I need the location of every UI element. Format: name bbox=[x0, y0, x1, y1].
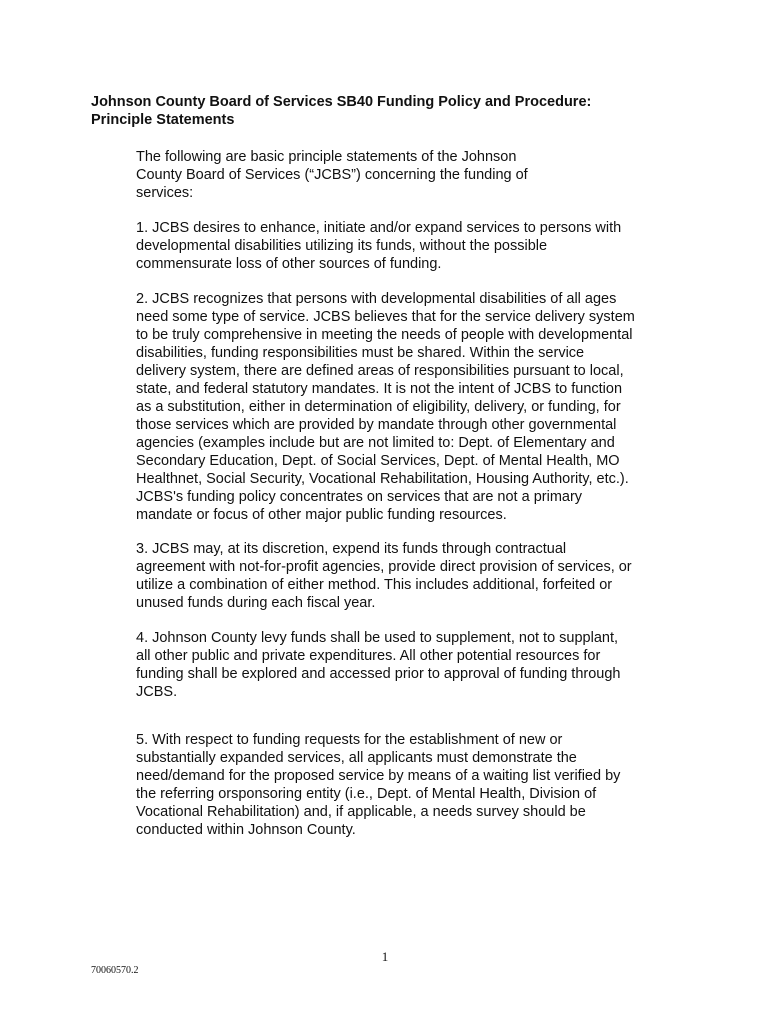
text-line: JCBS. bbox=[136, 684, 178, 700]
text-line: JCBS's funding policy concentrates on services that are not a primary bbox=[136, 489, 583, 505]
text-line: state, and federal statutory mandates. It is not the intent of JCBS to function bbox=[136, 381, 623, 397]
text-line: mandate or focus of other major public funding resources. bbox=[136, 507, 507, 523]
text-line: delivery system, there are defined areas of responsibilities pursuant to local, bbox=[136, 363, 624, 379]
text-line: funding shall be explored and accessed prior to approval of funding through bbox=[136, 666, 621, 682]
text-line: 5. With respect to funding requests for the establishment of new or bbox=[136, 732, 563, 748]
text-line: 1. JCBS desires to enhance, initiate and/or expand services to persons with bbox=[136, 220, 622, 236]
principle-1 bbox=[136, 219, 666, 273]
text-line: developmental disabilities utilizing its funds, without the possible bbox=[136, 238, 548, 254]
text-line: 2. JCBS recognizes that persons with developmental disabilities of all ages bbox=[136, 291, 617, 307]
text-line: to be truly comprehensive in meeting the needs of people with developmental bbox=[136, 327, 633, 343]
text-line: Secondary Education, Dept. of Social Services, Dept. of Mental Health, MO bbox=[136, 453, 620, 469]
text-line: agreement with not-for-profit agencies, provide direct provision of services, or bbox=[136, 559, 632, 575]
title-line: Principle Statements bbox=[91, 112, 235, 128]
text-line: services: bbox=[136, 185, 194, 201]
text-line: utilize a combination of either method. This includes additional, forfeited or bbox=[136, 577, 613, 593]
text-line: Healthnet, Social Security, Vocational Rehabilitation, Housing Authority, etc.). bbox=[136, 471, 629, 487]
text-line: The following are basic principle statements of the Johnson bbox=[136, 149, 517, 165]
text-line: agencies (examples include but are not limited to: Dept. of Elementary and bbox=[136, 435, 615, 451]
text-line: all other public and private expenditures. All other potential resources for bbox=[136, 648, 601, 664]
text-line: substantially expanded services, all applicants must demonstrate the bbox=[136, 750, 577, 766]
text-line: disabilities, funding responsibilities must be shared. Within the service bbox=[136, 345, 585, 361]
text-line: need some type of service. JCBS believes that for the service delivery system bbox=[136, 309, 635, 325]
text-line: 3. JCBS may, at its discretion, expend its funds through contractual bbox=[136, 541, 567, 557]
principle-3 bbox=[136, 540, 666, 612]
document-id: 70060570.2 bbox=[91, 965, 139, 976]
intro-paragraph bbox=[136, 148, 666, 202]
text-line: County Board of Services (“JCBS”) concerning the funding of bbox=[136, 167, 528, 183]
text-line: commensurate loss of other sources of funding. bbox=[136, 256, 442, 272]
text-line: conducted within Johnson County. bbox=[136, 822, 356, 838]
text-line: need/demand for the proposed service by means of a waiting list verified by bbox=[136, 768, 621, 784]
document-title bbox=[91, 93, 691, 129]
text-line: unused funds during each fiscal year. bbox=[136, 595, 376, 611]
text-line: as a substitution, either in determination of eligibility, delivery, or funding, for bbox=[136, 399, 621, 415]
text-line: the referring orsponsoring entity (i.e., Dept. of Mental Health, Division of bbox=[136, 786, 597, 802]
page-number: 1 bbox=[381, 949, 389, 964]
text-line: Vocational Rehabilitation) and, if applicable, a needs survey should be bbox=[136, 804, 586, 820]
principle-4 bbox=[136, 629, 666, 701]
principle-2 bbox=[136, 290, 666, 524]
text-line: those services which are provided by mandate through other governmental bbox=[136, 417, 617, 433]
text-line: 4. Johnson County levy funds shall be used to supplement, not to supplant, bbox=[136, 630, 619, 646]
title-line: Johnson County Board of Services SB40 Funding Policy and Procedure: bbox=[91, 94, 592, 110]
principle-5 bbox=[136, 731, 666, 839]
